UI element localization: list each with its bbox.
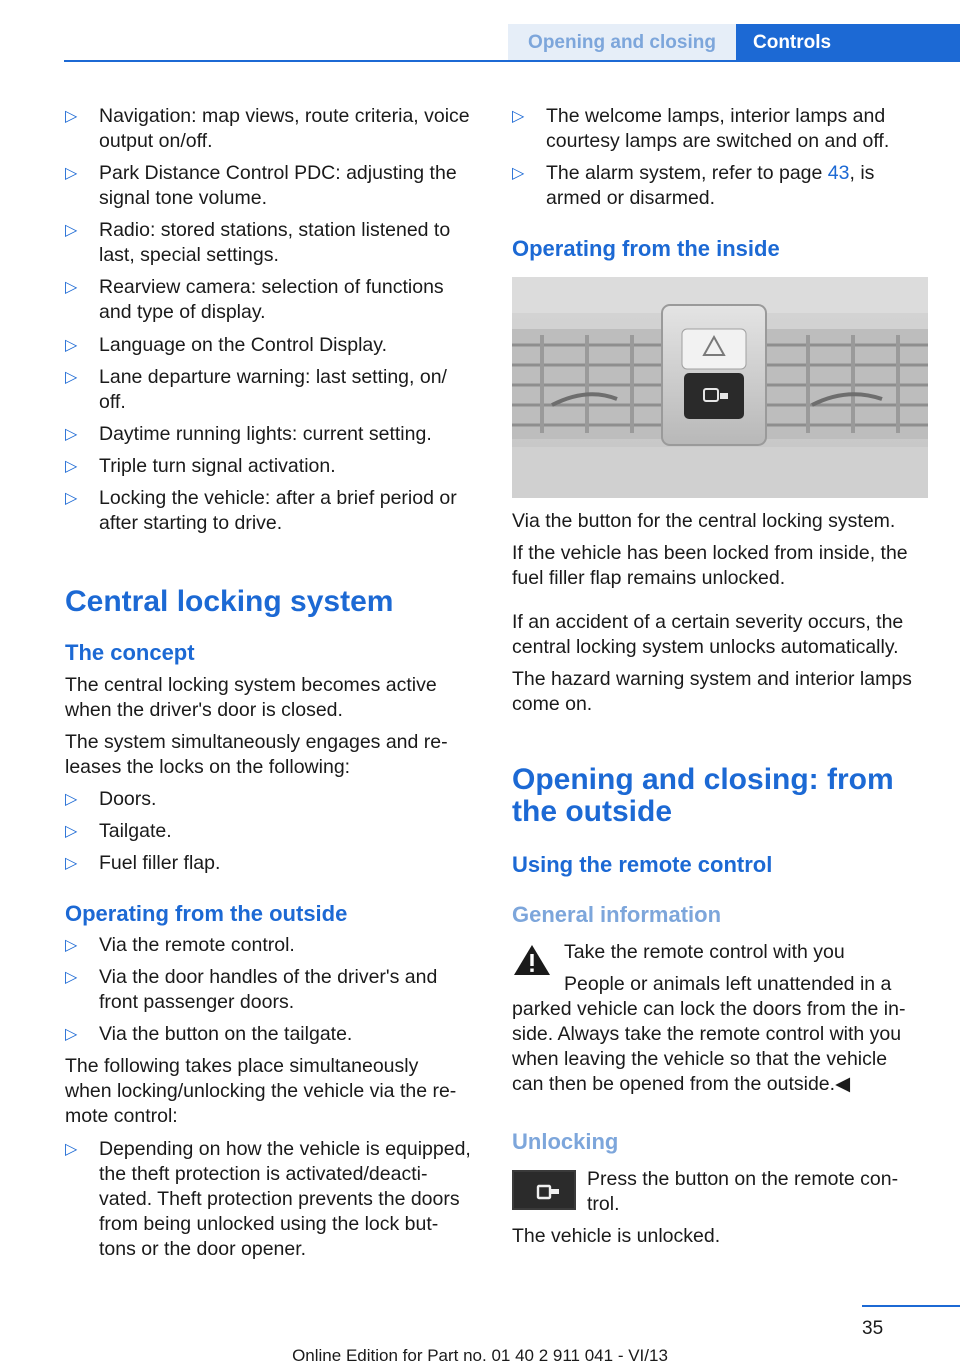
paragraph: The following takes place simultaneously when locking/unlocking the vehicle via the re‐ mote control: <box>65 1055 457 1127</box>
chapter-title: Opening and closing <box>508 24 736 62</box>
list-item: ▷ Radio: stored stations, station listened to last, special settings. <box>65 218 481 268</box>
heading-opening-closing: Opening and closing: from the outside <box>512 763 894 828</box>
paragraph: The hazard warning system and interior lamps come on. <box>512 668 912 715</box>
list-item: ▷ Depending on how the vehicle is equipped, the theft protection is activated/deacti‐ vated. Theft protection prevents the doors from being unlocked using the lock but‐ tons or the door opener. <box>65 1137 481 1262</box>
list-item: ▷ Doors. <box>65 787 481 812</box>
paragraph: The vehicle is unlocked. <box>512 1225 721 1247</box>
warning-title: Take the remote control with you <box>564 941 845 963</box>
list-item: ▷ Locking the vehicle: after a brief period or after starting to drive. <box>65 486 481 536</box>
edition-footer: Online Edition for Part no. 01 40 2 911 041 - VI/13 <box>292 1346 668 1362</box>
list-item: ▷ The alarm system, refer to page 43, is armed or disarmed. <box>512 161 928 211</box>
heading-central-locking: Central locking system <box>65 585 394 618</box>
warning-line: People or animals left unattended in a <box>564 973 892 995</box>
paragraph: The central locking system becomes active when the driver's door is closed. <box>65 674 437 721</box>
list-item: ▷ The welcome lamps, interior lamps and courtesy lamps are switched on and off. <box>512 104 928 154</box>
heading-remote-control: Using the remote control <box>512 852 773 877</box>
footer-rule <box>862 1305 960 1307</box>
page-reference-link[interactable]: 43 <box>827 162 850 184</box>
list-item: ▷ Daytime running lights: current setting. <box>65 422 481 447</box>
paragraph: Via the button for the central locking system. <box>512 510 896 532</box>
list-item: ▷ Triple turn signal activation. <box>65 454 481 479</box>
heading-unlocking: Unlocking <box>512 1129 619 1154</box>
list-item: ▷ Lane departure warning: last setting, on/ off. <box>65 365 481 415</box>
warning-icon <box>512 942 552 978</box>
list-item: ▷ Rearview camera: selection of functions and type of display. <box>65 275 481 325</box>
page-header <box>0 0 960 62</box>
unlock-button-icon <box>512 1170 576 1210</box>
paragraph: The system simultaneously engages and re‐ leases the locks on the following: <box>65 731 448 778</box>
list-item: ▷ Park Distance Control PDC: adjusting the signal tone volume. <box>65 161 481 211</box>
unlock-instruction: Press the button on the remote con‐ trol. <box>587 1168 899 1215</box>
list-item: ▷ Tailgate. <box>65 819 481 844</box>
list-item: ▷ Language on the Control Display. <box>65 333 481 358</box>
central-locking-button-photo <box>512 277 928 498</box>
list-item: ▷ Navigation: map views, route criteria, voice output on/off. <box>65 104 481 154</box>
heading-operating-inside: Operating from the inside <box>512 236 780 261</box>
page-number: 35 <box>862 1318 884 1339</box>
section-tab: Controls <box>736 24 960 62</box>
paragraph: If the vehicle has been locked from inside, the fuel filler flap remains unlocked. <box>512 542 908 589</box>
list-item: ▷ Via the remote control. <box>65 933 481 958</box>
warning-text: parked vehicle can lock the doors from the in‐ side. Always take the remote control with you when leaving the vehicle so that the vehicle can then be opened from the outside.◀ <box>512 998 906 1095</box>
header-rule <box>64 60 960 62</box>
list-item: ▷ Via the door handles of the driver's and front passenger doors. <box>65 965 481 1015</box>
list-item: ▷ Via the button on the tailgate. <box>65 1022 481 1047</box>
heading-concept: The concept <box>65 640 195 665</box>
list-item: ▷ Fuel filler flap. <box>65 851 481 876</box>
heading-operating-outside: Operating from the outside <box>65 901 348 926</box>
heading-general-information: General information <box>512 902 722 927</box>
paragraph: If an accident of a certain severity occurs, the central locking system unlocks automatically. <box>512 611 904 658</box>
